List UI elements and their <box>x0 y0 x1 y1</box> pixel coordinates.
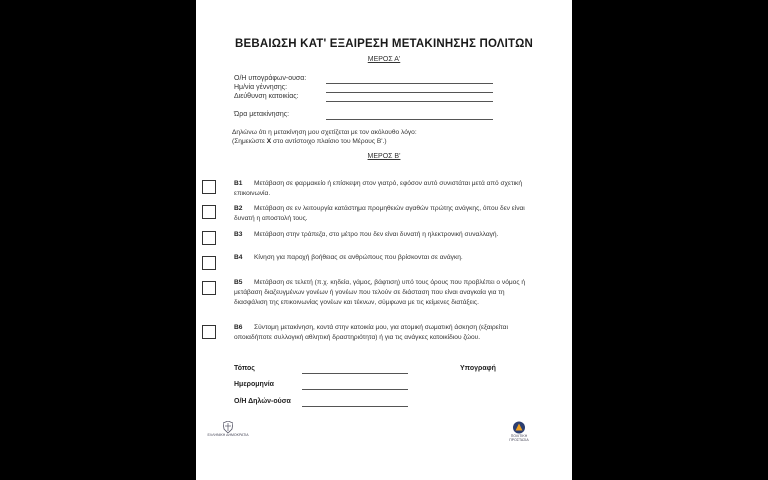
option-code: Β5 <box>234 279 243 286</box>
field-label-time: Ώρα μετακίνησης: <box>234 111 290 118</box>
field-label-birthdate: Ημ/νία γέννησης: <box>234 84 288 91</box>
civil-protection-logo <box>504 421 534 442</box>
declaration-note-post: στο αντίστοιχο πλαίσιο του Μέρους Β'.) <box>271 138 387 145</box>
emblem-icon <box>223 421 233 433</box>
option-b4 <box>234 253 534 263</box>
field-label-address: Διεύθυνση κατοικίας: <box>234 93 299 100</box>
declaration-mark: Χ <box>266 138 272 145</box>
place-label: Τόπος <box>234 365 255 372</box>
section-a-heading: ΜΕΡΟΣ Α' <box>367 56 401 63</box>
option-code: Β6 <box>234 324 243 331</box>
option-text: Μετάβαση σε εν λειτουργία κατάστημα προμηθειών αγαθών πρώτης ανάγκης, όπου δεν είναι δυνατή η αποστολή τους. <box>234 205 525 222</box>
declaration-note-pre: (Σημειώστε <box>232 138 267 145</box>
option-code: Β2 <box>234 205 243 212</box>
checkbox-b4[interactable] <box>202 256 216 270</box>
option-code: Β1 <box>234 180 243 187</box>
declarant-line <box>302 406 408 407</box>
field-line-address <box>326 101 493 102</box>
checkbox-b1[interactable] <box>202 180 216 194</box>
date-label: Ημερομηνία <box>234 381 274 388</box>
option-b2 <box>234 204 534 224</box>
document-title: ΒΕΒΑΙΩΣΗ ΚΑΤ' ΕΞΑΙΡΕΣΗ ΜΕΤΑΚΙΝΗΣΗΣ ΠΟΛΙΤΩΝ <box>234 38 533 50</box>
logo-left-text: ΕΛΛΗΝΙΚΗ ΔΗΜΟΚΡΑΤΙΑ <box>207 433 249 437</box>
option-code: Β4 <box>234 254 243 261</box>
option-text: Μετάβαση στην τράπεζα, στο μέτρο που δεν είναι δυνατή η ηλεκτρονική συναλλαγή. <box>254 231 499 238</box>
option-text: Μετάβαση σε τελετή (π.χ. κηδεία, γάμος, βάφτιση) υπό τους όρους που προβλέπει ο νόμος ή μετάβαση διαζευγμένων γονέων ή γονέων που τελούν σε διάσταση που είναι αναγκαία για τη διασφάλιση της επικοινωνίας γονέων και τέκνων, σύμφωνα με τις κείμενες διατάξεις. <box>234 279 526 306</box>
document-page <box>196 0 572 480</box>
section-b-heading: ΜΕΡΟΣ Β' <box>367 153 401 160</box>
checkbox-b2[interactable] <box>202 205 216 219</box>
greek-republic-logo <box>204 421 252 437</box>
option-text: Μετάβαση σε φαρμακείο ή επίσκεψη στον γιατρό, εφόσον αυτό συνιστάται μετά από σχετική επικοινωνία. <box>234 180 522 197</box>
option-b1 <box>234 179 534 199</box>
field-line-time <box>326 119 493 120</box>
checkbox-b3[interactable] <box>202 231 216 245</box>
option-b5 <box>234 278 534 308</box>
option-b6 <box>234 323 534 343</box>
checkbox-b5[interactable] <box>202 281 216 295</box>
place-line <box>302 373 408 374</box>
date-line <box>302 389 408 390</box>
civil-protection-icon <box>512 421 526 434</box>
field-line-birthdate <box>326 92 493 93</box>
checkbox-b6[interactable] <box>202 325 216 339</box>
declarant-label: Ο/Η Δηλών-ούσα <box>234 398 291 405</box>
declaration-line: Δηλώνω ότι η μετακίνηση μου σχετίζεται με τον ακόλουθο λόγο: <box>232 129 417 136</box>
option-code: Β3 <box>234 231 243 238</box>
declaration-note <box>232 137 387 146</box>
logo-right-text: ΠΟΛΙΤΙΚΗ ΠΡΟΣΤΑΣΙΑ <box>509 434 529 442</box>
option-b3 <box>234 230 534 240</box>
option-text: Σύντομη μετακίνηση, κοντά στην κατοικία μου, για ατομική σωματική άσκηση (εξαιρείται οποιαδήποτε συλλογική αθλητική δραστηριότητα) ή για τις ανάγκες κατοικίδιου ζώου. <box>234 324 508 341</box>
field-label-signatory: Ο/Η υπογράφων-ουσα: <box>234 75 307 82</box>
field-line-signatory <box>326 83 493 84</box>
option-text: Κίνηση για παροχή βοήθειας σε ανθρώπους που βρίσκονται σε ανάγκη. <box>254 254 463 261</box>
signature-label: Υπογραφή <box>460 365 496 372</box>
